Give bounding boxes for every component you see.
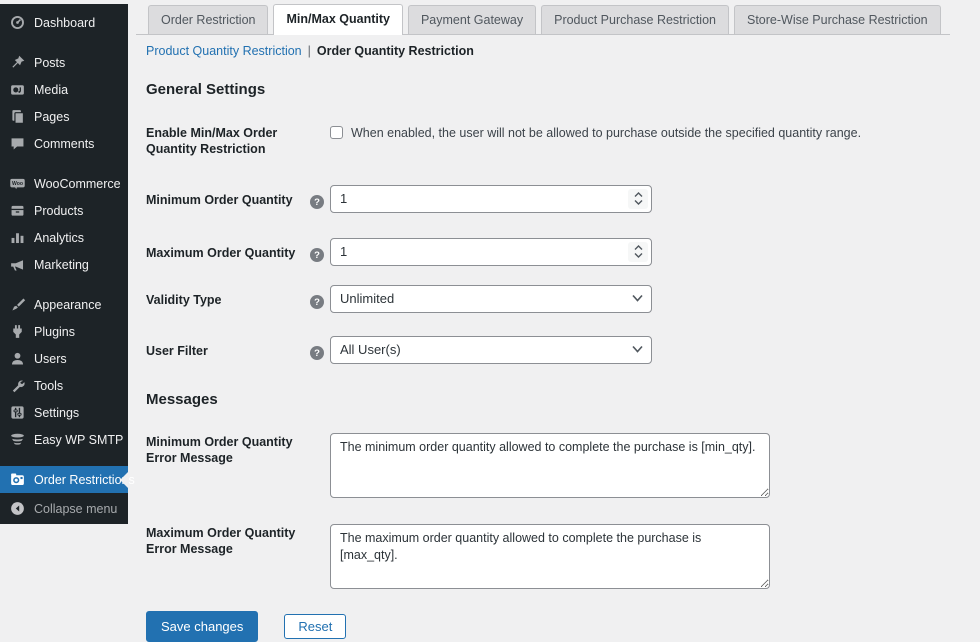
sidebar-item-label: Collapse menu — [34, 501, 118, 516]
tab-min-max-quantity[interactable]: Min/Max Quantity — [273, 4, 402, 35]
sidebar-item-plugins[interactable] — [0, 318, 128, 345]
min-order-qty-input[interactable] — [330, 185, 652, 213]
sidebar-menu — [0, 9, 135, 522]
appearance-icon — [9, 296, 26, 313]
sidebar-item-appearance[interactable] — [0, 291, 128, 318]
user-filter-help-icon[interactable]: ? — [310, 346, 324, 360]
reset-button[interactable]: Reset — [284, 614, 346, 639]
max-order-qty-label: Maximum Order Quantity — [146, 245, 296, 260]
sidebar-item-woocommerce[interactable] — [0, 170, 128, 197]
enable-restriction-checkbox[interactable] — [330, 126, 343, 139]
breadcrumb-link-product-quantity-restriction[interactable]: Product Quantity Restriction — [146, 44, 302, 58]
max-error-message-textarea[interactable] — [330, 524, 770, 589]
enable-restriction-description: When enabled, the user will not be allowed to purchase outside the specified quantity range. — [351, 126, 862, 140]
sidebar-item-collapse-menu[interactable] — [0, 495, 128, 522]
validity-type-row — [146, 285, 980, 313]
sidebar-item-label: Products — [34, 203, 84, 218]
min-error-message-textarea[interactable] — [330, 433, 770, 498]
sidebar-item-analytics[interactable] — [0, 224, 128, 251]
sidebar-item-comments[interactable] — [0, 130, 128, 157]
pushpin-icon — [9, 54, 26, 71]
main-content — [128, 4, 980, 634]
save-changes-button[interactable]: Save changes — [146, 611, 258, 642]
sidebar-item-label: Comments — [34, 136, 95, 151]
max-order-qty-input[interactable] — [330, 238, 652, 266]
sidebar-item-dashboard[interactable] — [0, 9, 128, 36]
tab-payment-gateway[interactable]: Payment Gateway — [408, 5, 536, 34]
form-actions — [146, 611, 980, 642]
sidebar-item-products[interactable] — [0, 197, 128, 224]
sidebar-item-media[interactable] — [0, 76, 128, 103]
max-order-qty-help-icon[interactable]: ? — [310, 248, 324, 262]
sidebar-item-tools[interactable] — [0, 372, 128, 399]
enable-restriction-row — [146, 124, 980, 158]
settings-form — [128, 81, 980, 642]
sidebar-item-label: Posts — [34, 55, 66, 70]
user-filter-select[interactable] — [330, 336, 652, 364]
smtp-icon — [9, 431, 26, 448]
breadcrumb-current: Order Quantity Restriction — [316, 44, 474, 58]
sidebar-item-label: Settings — [34, 405, 80, 420]
sidebar-item-label: Marketing — [34, 257, 89, 272]
woocommerce-icon — [9, 175, 26, 192]
svg-text:Woo: Woo — [12, 181, 23, 188]
tab-product-purchase-restriction[interactable]: Product Purchase Restriction — [541, 5, 729, 34]
user-filter-row — [146, 336, 980, 364]
sidebar-item-label: Appearance — [34, 297, 102, 312]
sidebar-item-marketing[interactable] — [0, 251, 128, 278]
media-icon — [9, 81, 26, 98]
settings-icon — [9, 404, 26, 421]
breadcrumb-separator: | — [307, 44, 311, 58]
min-error-message-label: Minimum Order Quantity Error Message — [146, 434, 293, 465]
max-order-qty-row — [146, 238, 980, 266]
validity-type-label: Validity Type — [146, 292, 222, 307]
products-icon — [9, 202, 26, 219]
min-order-qty-stepper[interactable] — [628, 189, 648, 209]
sidebar-item-label: Pages — [34, 109, 70, 124]
sidebar-item-label: Plugins — [34, 324, 75, 339]
max-error-message-label: Maximum Order Quantity Error Message — [146, 525, 296, 556]
min-error-message-row — [146, 433, 980, 498]
sidebar-item-label: Tools — [34, 378, 64, 393]
max-error-message-row — [146, 524, 980, 589]
breadcrumb — [146, 44, 980, 58]
sidebar-item-label: Order Restrictions — [34, 472, 135, 487]
sidebar-item-pages[interactable] — [0, 103, 128, 130]
pages-icon — [9, 108, 26, 125]
tools-icon — [9, 377, 26, 394]
min-order-qty-help-icon[interactable]: ? — [310, 195, 324, 209]
sidebar-item-label: Users — [34, 351, 67, 366]
sidebar-item-label: Easy WP SMTP — [34, 432, 124, 447]
analytics-icon — [9, 229, 26, 246]
sidebar-item-order-restrictions[interactable] — [0, 466, 135, 493]
tab-order-restriction[interactable]: Order Restriction — [148, 5, 268, 34]
enable-restriction-label: Enable Min/Max Order Quantity Restriction — [146, 126, 278, 157]
admin-sidebar — [0, 4, 135, 524]
sidebar-item-posts[interactable] — [0, 49, 128, 76]
validity-type-select[interactable] — [330, 285, 652, 313]
min-order-qty-label: Minimum Order Quantity — [146, 192, 293, 207]
plugins-icon — [9, 323, 26, 340]
collapse-icon — [9, 500, 26, 517]
marketing-icon — [9, 256, 26, 273]
sidebar-item-label: Media — [34, 82, 69, 97]
comments-icon — [9, 135, 26, 152]
messages-heading: Messages — [146, 390, 218, 408]
users-icon — [9, 350, 26, 367]
min-order-qty-row — [146, 185, 980, 213]
user-filter-label: User Filter — [146, 343, 208, 358]
tab-bar — [136, 4, 950, 35]
sidebar-item-users[interactable] — [0, 345, 128, 372]
validity-type-help-icon[interactable]: ? — [310, 295, 324, 309]
order-restrictions-icon — [9, 471, 26, 488]
general-settings-heading: General Settings — [146, 81, 266, 98]
sidebar-item-label: Dashboard — [34, 15, 96, 30]
page — [0, 4, 980, 634]
sidebar-item-label: Analytics — [34, 230, 85, 245]
max-order-qty-stepper[interactable] — [628, 242, 648, 262]
sidebar-item-label: WooCommerce — [34, 176, 121, 191]
sidebar-item-easy-wp-smtp[interactable] — [0, 426, 128, 453]
tab-store-wise-purchase-restriction[interactable]: Store-Wise Purchase Restriction — [734, 5, 941, 34]
sidebar-item-settings[interactable] — [0, 399, 128, 426]
dashboard-icon — [9, 14, 26, 31]
